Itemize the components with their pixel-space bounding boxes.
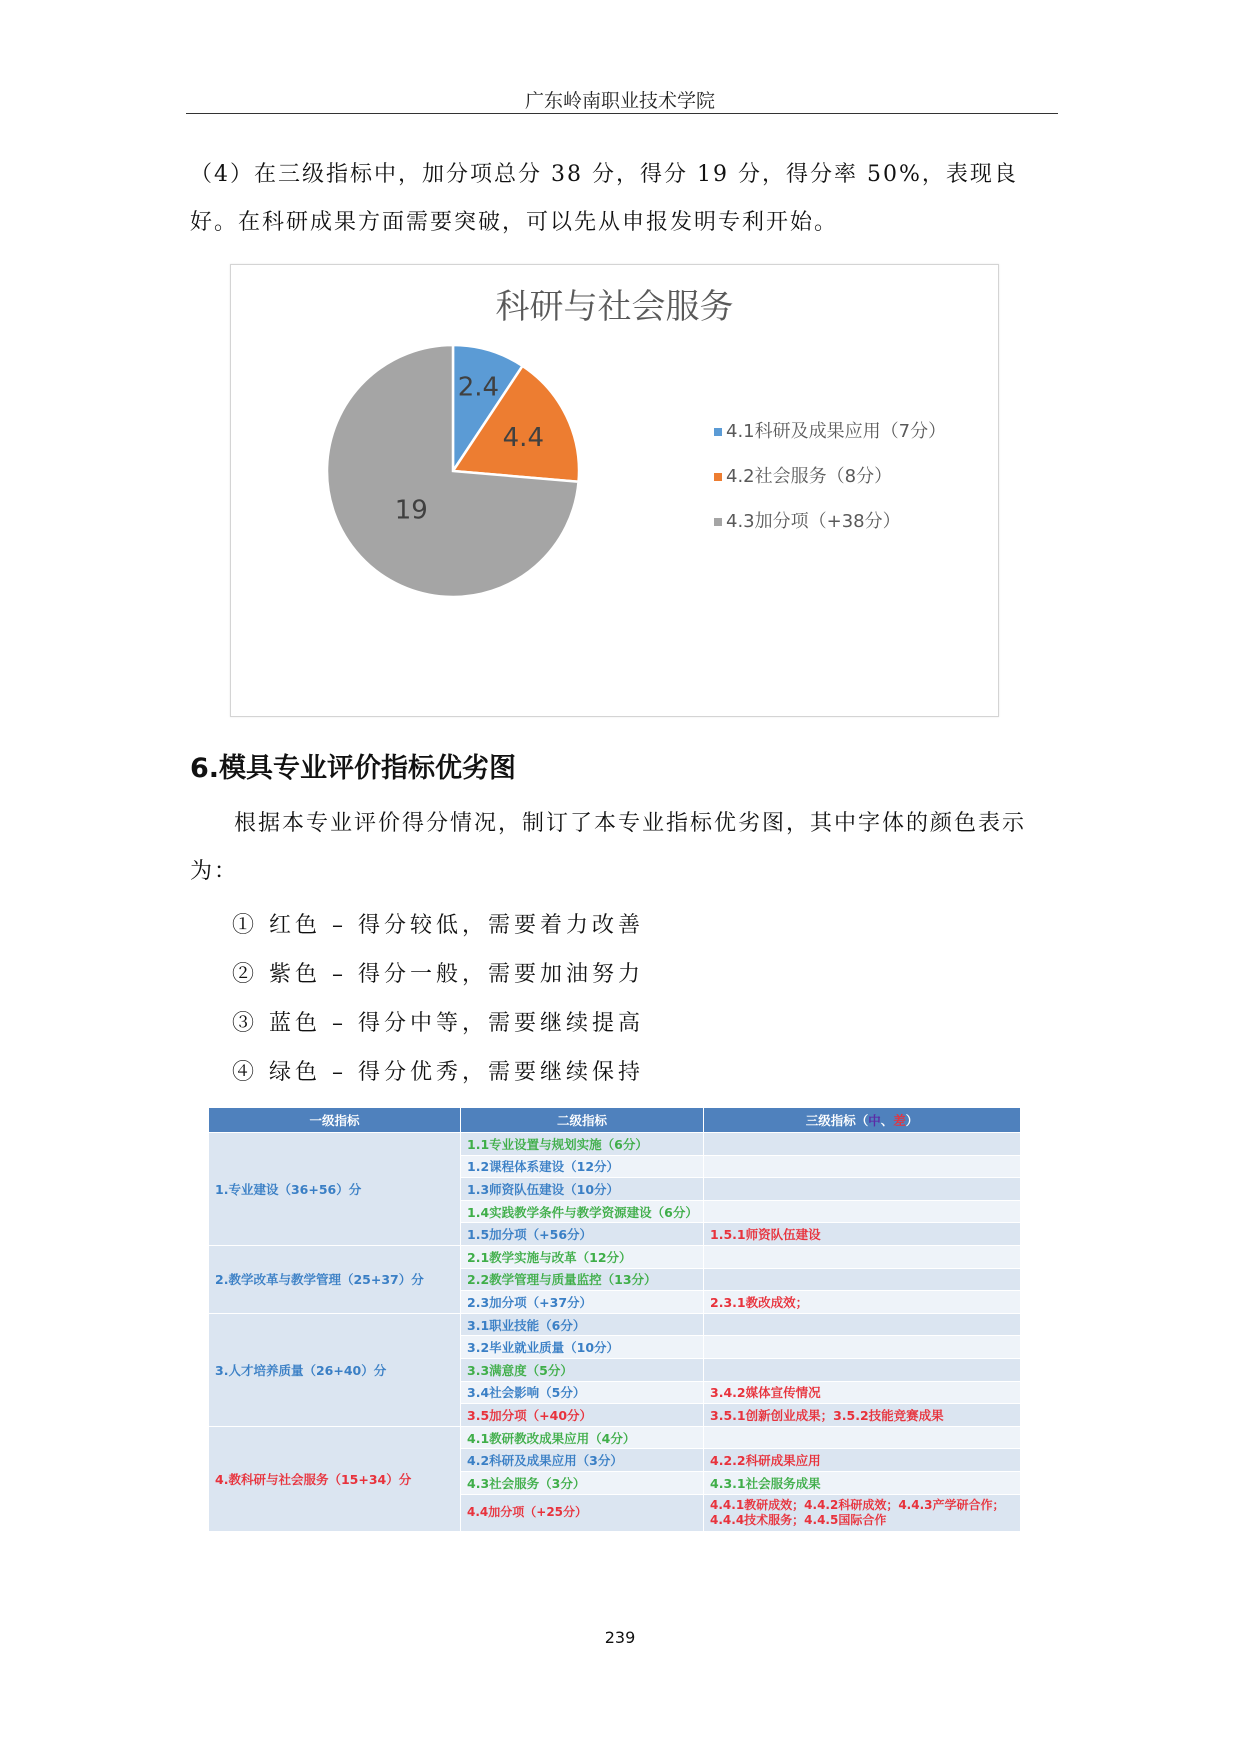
legend-swatch-2 xyxy=(714,473,722,481)
level2-cell: 1.5加分项（+56分） xyxy=(461,1223,704,1246)
pie-data-label-3: 19 xyxy=(394,495,428,526)
chart-title: 科研与社会服务 xyxy=(495,287,734,327)
level2-cell: 2.1教学实施与改革（12分） xyxy=(461,1245,704,1268)
level1-cell: 2.教学改革与教学管理（25+37）分 xyxy=(209,1245,461,1313)
level3-cell: 2.3.1教改成效； xyxy=(704,1291,1021,1314)
level2-cell: 4.4加分项（+25分） xyxy=(461,1494,704,1531)
intro-paragraph: （4）在三级指标中，加分项总分 38 分，得分 19 分，得分率 50%，表现良好。在科研成果方面需要突破，可以先从申报发明专利开始。 xyxy=(190,162,1018,235)
level3-cell xyxy=(704,1336,1021,1359)
level3-cell: 4.3.1社会服务成果 xyxy=(704,1471,1021,1494)
legend-swatch-3 xyxy=(714,518,722,526)
color-legend-item-red: ① 红色 – 得分较低，需要着力改善 xyxy=(232,913,644,938)
level3-cell: 1.5.1师资队伍建设 xyxy=(704,1223,1021,1246)
level2-cell: 2.2教学管理与质量监控（13分） xyxy=(461,1268,704,1291)
pie-data-label-1: 2.4 xyxy=(457,372,500,403)
table-header-medium-mark: 中 xyxy=(868,1113,881,1128)
level3-cell xyxy=(704,1268,1021,1291)
level3-cell xyxy=(704,1178,1021,1201)
level2-cell: 1.2课程体系建设（12分） xyxy=(461,1155,704,1178)
pie-chart-frame xyxy=(230,264,999,717)
level2-cell: 2.3加分项（+37分） xyxy=(461,1291,704,1314)
color-legend-item-green: ④ 绿色 – 得分优秀，需要继续保持 xyxy=(232,1060,644,1085)
level1-cell: 3.人才培养质量（26+40）分 xyxy=(209,1313,461,1426)
table-row xyxy=(209,1133,1021,1156)
page-header-title: 广东岭南职业技术学院 xyxy=(524,90,715,112)
table-header-level3-label: 三级指标（ xyxy=(805,1113,869,1128)
level2-cell: 3.2毕业就业质量（10分） xyxy=(461,1336,704,1359)
table-header-poor-mark: 差 xyxy=(893,1113,906,1128)
legend-swatch-1 xyxy=(714,428,722,436)
metrics-table xyxy=(208,1107,1021,1532)
level2-cell: 1.3师资队伍建设（10分） xyxy=(461,1178,704,1201)
level3-cell xyxy=(704,1426,1021,1449)
level3-cell xyxy=(704,1358,1021,1381)
legend-label-3: 4.3加分项（+38分） xyxy=(726,511,901,532)
legend-label-2: 4.2社会服务（8分） xyxy=(726,466,893,487)
level2-cell: 3.1职业技能（6分） xyxy=(461,1313,704,1336)
level3-cell xyxy=(704,1245,1021,1268)
legend-label-1: 4.1科研及成果应用（7分） xyxy=(726,421,947,442)
section-heading: 6.模具专业评价指标优劣图 xyxy=(190,753,517,784)
section-paragraph: 根据本专业评价得分情况，制订了本专业指标优劣图，其中字体的颜色表示为： xyxy=(190,811,1027,884)
level2-cell: 4.3社会服务（3分） xyxy=(461,1471,704,1494)
level2-cell: 3.3满意度（5分） xyxy=(461,1358,704,1381)
level3-cell xyxy=(704,1200,1021,1223)
table-row xyxy=(209,1245,1021,1268)
level2-cell: 3.4社会影响（5分） xyxy=(461,1381,704,1404)
level3-cell xyxy=(704,1313,1021,1336)
level3-cell: 3.5.1创新创业成果；3.5.2技能竞赛成果 xyxy=(704,1404,1021,1427)
level2-cell: 3.5加分项（+40分） xyxy=(461,1404,704,1427)
table-header-separator: 、 xyxy=(880,1113,894,1128)
level3-cell xyxy=(704,1133,1021,1156)
table-row xyxy=(209,1313,1021,1336)
pie-data-label-2: 4.4 xyxy=(502,422,545,453)
color-legend-item-purple: ② 紫色 – 得分一般，需要加油努力 xyxy=(232,962,644,987)
level3-cell: 3.4.2媒体宣传情况 xyxy=(704,1381,1021,1404)
table-header-level3 xyxy=(704,1108,1021,1133)
level2-cell: 4.1教研教改成果应用（4分） xyxy=(461,1426,704,1449)
level3-cell: 4.4.1教研成效；4.4.2科研成效；4.4.3产学研合作；4.4.4技术服务；4.4.5国际合作 xyxy=(704,1494,1021,1531)
pie-chart xyxy=(231,265,998,716)
table-row xyxy=(209,1426,1021,1449)
header-rule xyxy=(186,113,1058,114)
page-number: 239 xyxy=(604,1628,636,1647)
level2-cell: 4.2科研及成果应用（3分） xyxy=(461,1449,704,1472)
table-header-level1: 一级指标 xyxy=(209,1108,461,1133)
level2-cell: 1.4实践教学条件与教学资源建设（6分） xyxy=(461,1200,704,1223)
level3-cell xyxy=(704,1155,1021,1178)
level1-cell: 1.专业建设（36+56）分 xyxy=(209,1133,461,1246)
table-header-level2: 二级指标 xyxy=(461,1108,704,1133)
color-legend-item-blue: ③ 蓝色 – 得分中等，需要继续提高 xyxy=(232,1011,644,1036)
level2-cell: 1.1专业设置与规划实施（6分） xyxy=(461,1133,704,1156)
table-header-row xyxy=(209,1108,1021,1133)
level3-cell: 4.2.2科研成果应用 xyxy=(704,1449,1021,1472)
level1-cell: 4.教科研与社会服务（15+34）分 xyxy=(209,1426,461,1531)
table-header-close-paren: ） xyxy=(905,1113,919,1128)
